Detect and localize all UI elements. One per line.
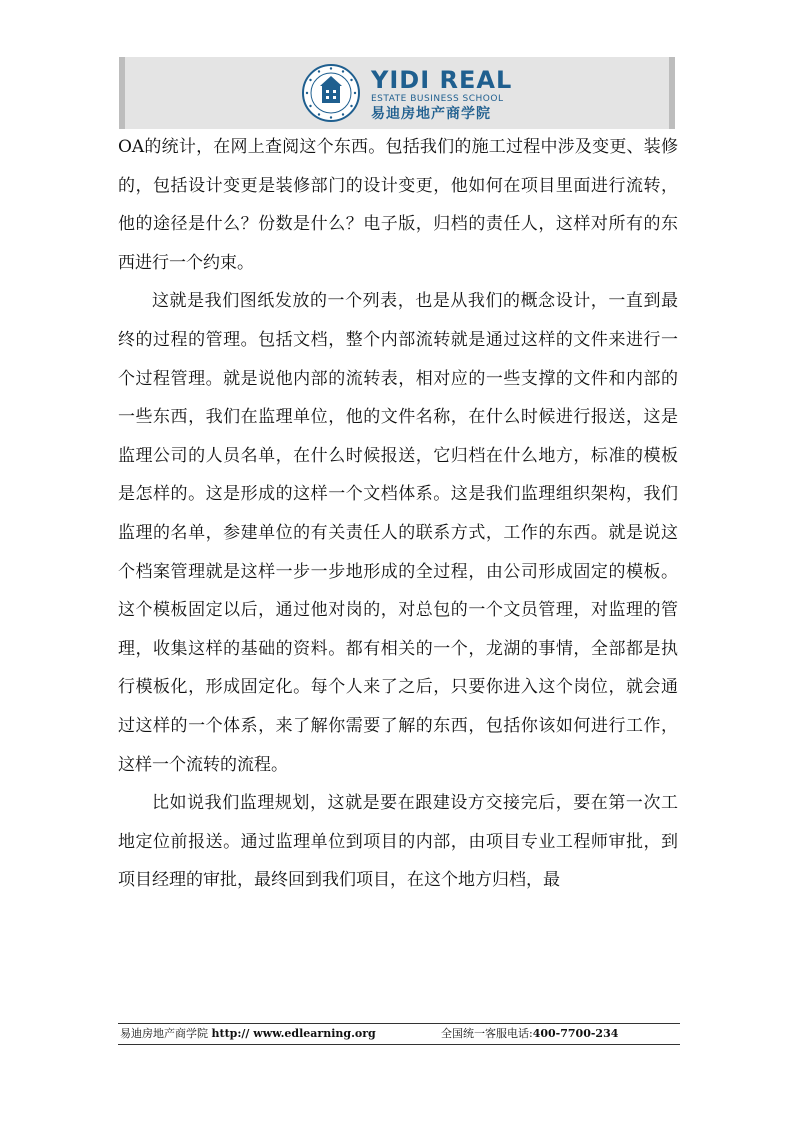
school-logo-icon	[301, 63, 361, 123]
banner-edge-right	[669, 57, 675, 129]
brand-name-cn: 易迪房地产商学院	[371, 106, 491, 122]
footer-school-name: 易迪房地产商学院	[120, 1027, 208, 1040]
page-footer	[118, 1023, 680, 1045]
paragraph-2: 这就是我们图纸发放的一个列表，也是从我们的概念设计，一直到最终的过程的管理。包括文档，整个内部流转就是通过这样的文件来进行一个过程管理。就是说他内部的流转表，相对应的一些支撑的文件和内部的一些东西，我们在监理单位，他的文件名称，在什么时候进行报送，这是监理公司的人员名单，在什么时候报送，它归档在什么地方，标准的模板是怎样的。这是形成的这样一个文档体系。这是我们监理组织架构，我们监理的名单，参建单位的有关责任人的联系方式，工作的东西。就是说这个档案管理就是这样一步一步地形成的全过程，由公司形成固定的模板。这个模板固定以后，通过他对岗的，对总包的一个文员管理，对监理的管理，收集这样的基础的资料。都有相关的一个，龙湖的事情，全部都是执行模板化，形成固定化。每个人来了之后，只要你进入这个岗位，就会通过这样的一个体系，来了解你需要了解的东西，包括你该如何进行工作，这样一个流转的流程。	[118, 291, 678, 775]
footer-hotline-label: 全国统一客服电话:	[441, 1027, 533, 1040]
footer-url-link[interactable]: http:// www.edlearning.org	[211, 1027, 376, 1040]
footer-right	[441, 1024, 618, 1044]
document-body	[118, 128, 678, 900]
footer-hotline-number: 400-7700-234	[532, 1027, 619, 1040]
banner-edge-left	[119, 57, 125, 129]
header-banner	[119, 57, 675, 129]
brand-text	[371, 67, 571, 123]
paragraph-1: OA的统计，在网上查阅这个东西。包括我们的施工过程中涉及变更、装修的，包括设计变更是装修部门的设计变更，他如何在项目里面进行流转，他的途径是什么？份数是什么？电子版，归档的责任人，这样对所有的东西进行一个约束。	[118, 137, 678, 273]
brand-subtitle: ESTATE BUSINESS SCHOOL	[371, 94, 504, 104]
paragraph-3: 比如说我们监理规划，这就是要在跟建设方交接完后，要在第一次工地定位前报送。通过监理单位到项目的内部，由项目专业工程师审批，到项目经理的审批，最终回到我们项目，在这个地方归档，最	[118, 793, 678, 891]
brand-name-en: YIDI REAL	[371, 66, 513, 94]
footer-left	[120, 1024, 376, 1044]
